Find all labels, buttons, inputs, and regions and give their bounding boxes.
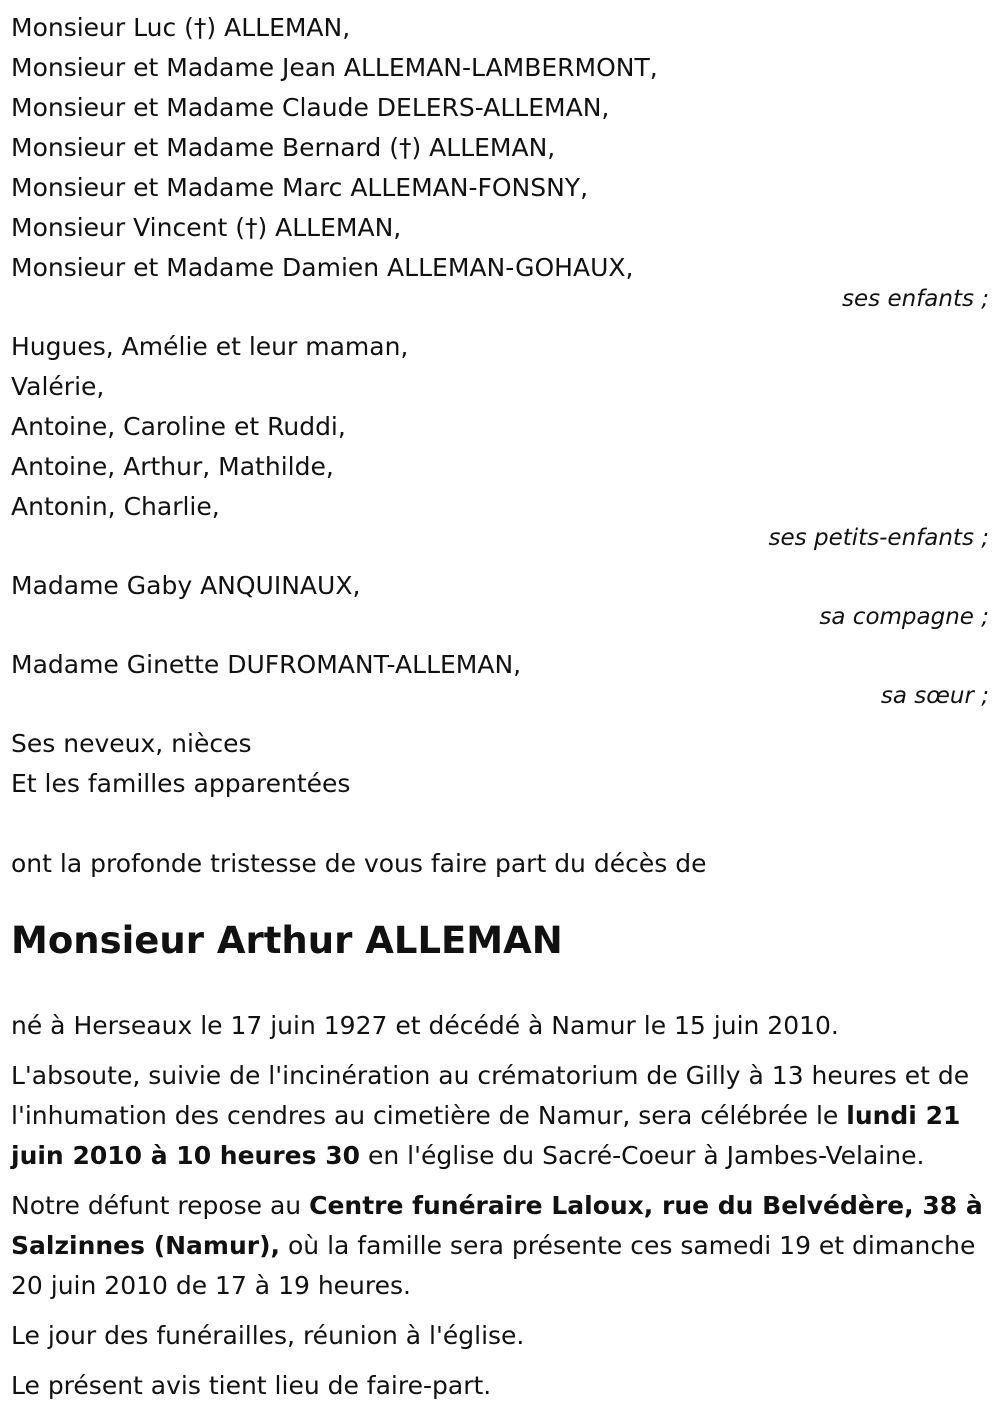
notice-text: Le présent avis tient lieu de faire-part. bbox=[11, 1371, 492, 1400]
family-line: Ses neveux, nièces bbox=[11, 729, 252, 758]
sister-group bbox=[11, 645, 991, 708]
birth-death-paragraph bbox=[11, 1006, 991, 1046]
family-line: Monsieur Luc (†) ALLEMAN, bbox=[11, 13, 351, 42]
funeral-center: Centre funéraire Laloux, rue du Belvédère, 38 à Salzinnes (Namur), bbox=[11, 1191, 983, 1260]
family-line: Et les familles apparentées bbox=[11, 769, 351, 798]
ceremony-text: L'absoute, suivie de l'incinération au crématorium de Gilly à 13 heures et de l'inhumation des cendres au cimetière de Namur, sera célébrée le bbox=[11, 1061, 970, 1130]
family-line: Monsieur et Madame Bernard (†) ALLEMAN, bbox=[11, 133, 556, 162]
family-line: Monsieur et Madame Marc ALLEMAN-FONSNY, bbox=[11, 173, 589, 202]
family-line: Monsieur et Madame Damien ALLEMAN-GOHAUX, bbox=[11, 253, 634, 282]
grandchildren-group bbox=[11, 327, 991, 550]
funeral-day-text: Le jour des funérailles, réunion à l'église. bbox=[11, 1321, 525, 1350]
others-group bbox=[11, 724, 991, 804]
family-line: Monsieur et Madame Jean ALLEMAN-LAMBERMONT, bbox=[11, 53, 658, 82]
companion-group bbox=[11, 566, 991, 629]
notice-paragraph bbox=[11, 1366, 991, 1406]
funeral-day-paragraph bbox=[11, 1316, 991, 1356]
family-line: Madame Ginette DUFROMANT-ALLEMAN, bbox=[11, 650, 522, 679]
family-line: Antoine, Caroline et Ruddi, bbox=[11, 412, 346, 441]
role-label-sister: sa sœur ; bbox=[880, 683, 989, 709]
family-line: Hugues, Amélie et leur maman, bbox=[11, 332, 409, 361]
role-label-companion: sa compagne ; bbox=[819, 604, 989, 630]
family-line: Madame Gaby ANQUINAUX, bbox=[11, 571, 361, 600]
ceremony-location: en l'église du Sacré-Coeur à Jambes-Velaine. bbox=[360, 1141, 925, 1170]
children-group bbox=[11, 8, 991, 311]
family-line: Valérie, bbox=[11, 372, 105, 401]
rest-paragraph bbox=[11, 1186, 991, 1306]
rest-text: Notre défunt repose au bbox=[11, 1191, 310, 1220]
family-line: Antonin, Charlie, bbox=[11, 492, 220, 521]
family-line: Monsieur Vincent (†) ALLEMAN, bbox=[11, 213, 402, 242]
deceased-name: Monsieur Arthur ALLEMAN bbox=[11, 919, 563, 962]
birth-death-text: né à Herseaux le 17 juin 1927 et décédé à Namur le 15 juin 2010. bbox=[11, 1011, 839, 1040]
ceremony-date: lundi 21 juin 2010 à 10 heures 30 bbox=[11, 1101, 961, 1170]
announcement-text: ont la profonde tristesse de vous faire part du décès de bbox=[11, 849, 707, 878]
visiting-hours: où la famille sera présente ces samedi 19 et dimanche 20 juin 2010 de 17 à 19 heures. bbox=[11, 1231, 976, 1300]
ceremony-paragraph bbox=[11, 1056, 991, 1176]
role-label-grandchildren: ses petits-enfants ; bbox=[768, 525, 989, 551]
obituary-notice bbox=[11, 8, 991, 1416]
family-line: Monsieur et Madame Claude DELERS-ALLEMAN, bbox=[11, 93, 610, 122]
role-label-children: ses enfants ; bbox=[842, 286, 989, 312]
family-line: Antoine, Arthur, Mathilde, bbox=[11, 452, 334, 481]
